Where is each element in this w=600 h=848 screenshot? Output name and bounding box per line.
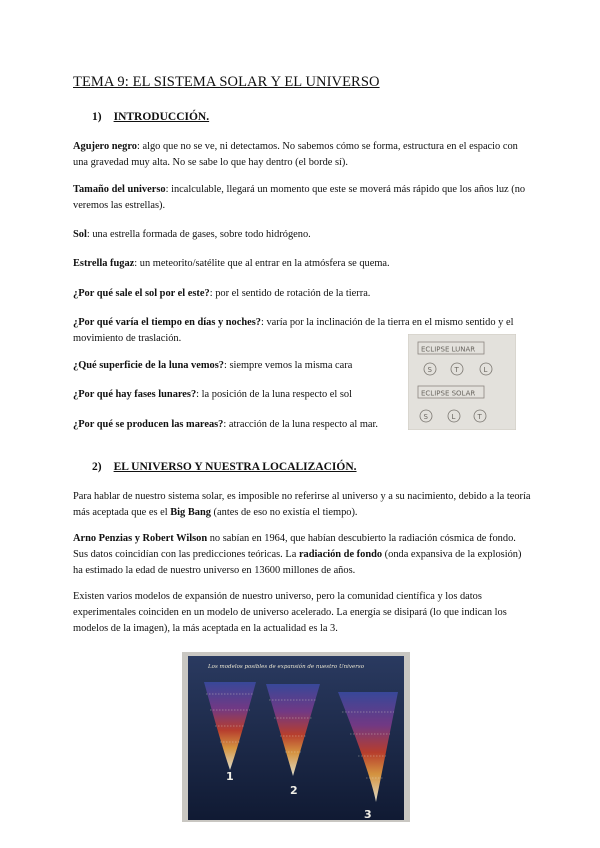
question-moon-phases: ¿Por qué hay fases lunares?: la posición de la luna respecto el sol (73, 389, 352, 400)
section-1-title: INTRODUCCIÓN. (113, 111, 210, 123)
universe-model-3-label: 3 (364, 808, 372, 821)
definition-black-hole: Agujero negro: algo que no se ve, ni detectamos. No sabemos cómo se forma, estructura en el espacio con una gravedad muy alta. No se sabe lo que hay dentro (el borde sí). (73, 141, 518, 168)
universe-models-image (182, 652, 410, 822)
section-1-number: 1) (92, 111, 102, 123)
solar-letter-1: S (423, 413, 428, 421)
eclipse-solar-label: ECLIPSE SOLAR (421, 389, 476, 398)
definition-universe-size: Tamaño del universo: incalculable, llegará un momento que este se moverá más rápido que los años luz (no veremos las estrellas). (73, 184, 526, 211)
document-title: TEMA 9: EL SISTEMA SOLAR Y EL UNIVERSO (73, 74, 380, 90)
section-2-title: EL UNIVERSO Y NUESTRA LOCALIZACIÓN. (113, 461, 357, 473)
question-day-night: ¿Por qué varía el tiempo en días y noches?: varía por la inclinación de la tierra en el mismo sentido y el movimiento de traslación. (73, 317, 514, 344)
universe-figure-title: Los modelos posibles de expansión de nuestro Universo (208, 664, 365, 670)
definition-shooting-star: Estrella fugaz: un meteorito/satélite que al entrar en la atmósfera se quema. (73, 258, 390, 269)
paragraph-background-radiation: Arno Penzias y Robert Wilson no sabían en 1964, que habían descubierto la radiación cósmica de fondo. Sus datos coincidían con las predicciones teóricas. La radiación de fondo (onda expansiva de la explosión) ha estimado la edad de nuestro universo en 13600 millones de años. (73, 533, 522, 576)
universe-model-1-label: 1 (226, 770, 234, 783)
definition-sun: Sol: una estrella formada de gases, sobre todo hidrógeno. (73, 229, 311, 240)
eclipse-lunar-label: ECLIPSE LUNAR (421, 345, 476, 354)
question-moon-surface: ¿Qué superficie de la luna vemos?: siempre vemos la misma cara (73, 360, 353, 371)
lunar-letter-2: T (454, 366, 459, 374)
paragraph-expansion-models: Existen varios modelos de expansión de nuestro universo, pero la comunidad científica y los datos experimentales coinciden en un modelo de universo acelerado. La energía se disipará (lo que indican los modelos de la imagen), la más aceptada en la actualidad es la 3. (73, 591, 507, 634)
section-2-number: 2) (92, 461, 102, 473)
paragraph-big-bang: Para hablar de nuestro sistema solar, es imposible no referirse al universo y a su nacimiento, debido a la teoría más aceptada que es el Big Bang (antes de eso no existía el tiempo). (73, 491, 531, 518)
question-sunrise-east: ¿Por qué sale el sol por el este?: por el sentido de rotación de la tierra. (73, 288, 371, 299)
lunar-letter-3: L (483, 366, 488, 374)
section-1-heading (92, 111, 209, 123)
solar-letter-3: T (477, 413, 482, 421)
eclipse-sketch-image (408, 334, 516, 430)
section-2-heading (92, 461, 357, 473)
universe-model-2-label: 2 (290, 784, 298, 797)
lunar-letter-1: S (427, 366, 432, 374)
solar-letter-2: L (451, 413, 456, 421)
question-tides: ¿Por qué se producen las mareas?: atracción de la luna respecto al mar. (73, 419, 379, 430)
